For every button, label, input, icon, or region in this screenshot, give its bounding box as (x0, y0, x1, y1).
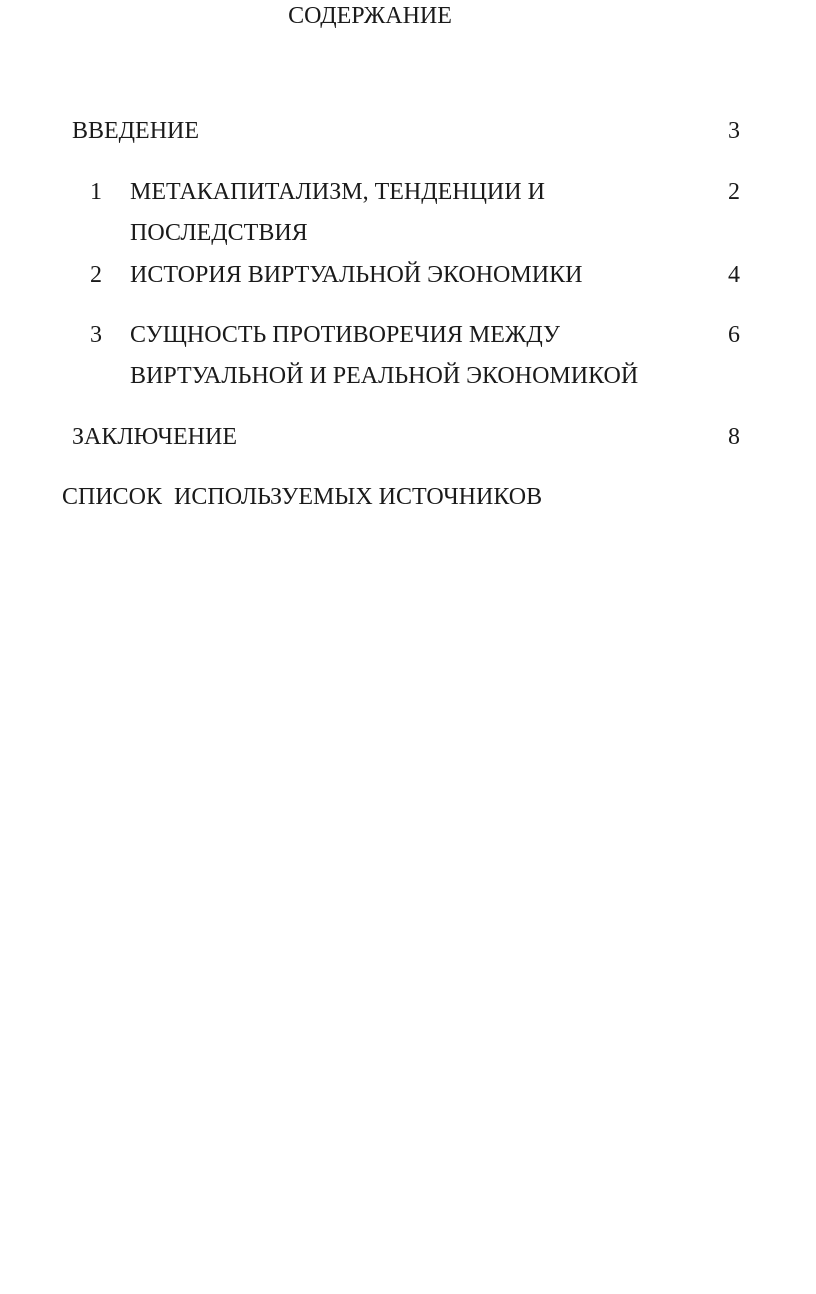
toc-entry-title-continued: ПОСЛЕДСТВИЯ (130, 220, 308, 246)
toc-entry-title: СУЩНОСТЬ ПРОТИВОРЕЧИЯ МЕЖДУ (130, 322, 561, 348)
toc-entry-title: СПИСОК ИСПОЛЬЗУЕМЫХ ИСТОЧНИКОВ (62, 484, 543, 510)
toc-entry-page-number: 2 (728, 179, 740, 205)
toc-entry-title-continued: ВИРТУАЛЬНОЙ И РЕАЛЬНОЙ ЭКОНОМИКОЙ (130, 363, 639, 389)
toc-chapter-number: 2 (90, 262, 102, 288)
toc-entry-title: ИСТОРИЯ ВИРТУАЛЬНОЙ ЭКОНОМИКИ (130, 262, 583, 288)
toc-entry-page-number: 8 (728, 424, 740, 450)
page-title: СОДЕРЖАНИЕ (288, 3, 452, 29)
toc-entry-page-number: 6 (728, 322, 740, 348)
toc-entry-page-number: 4 (728, 262, 740, 288)
toc-entry-title: ВВЕДЕНИЕ (72, 118, 200, 144)
toc-entry-page-number: 3 (728, 118, 740, 144)
toc-entry-title: ЗАКЛЮЧЕНИЕ (72, 424, 237, 450)
toc-chapter-number: 3 (90, 322, 102, 348)
toc-entry-title: МЕТАКАПИТАЛИЗМ, ТЕНДЕНЦИИ И (130, 179, 545, 205)
toc-chapter-number: 1 (90, 179, 102, 205)
